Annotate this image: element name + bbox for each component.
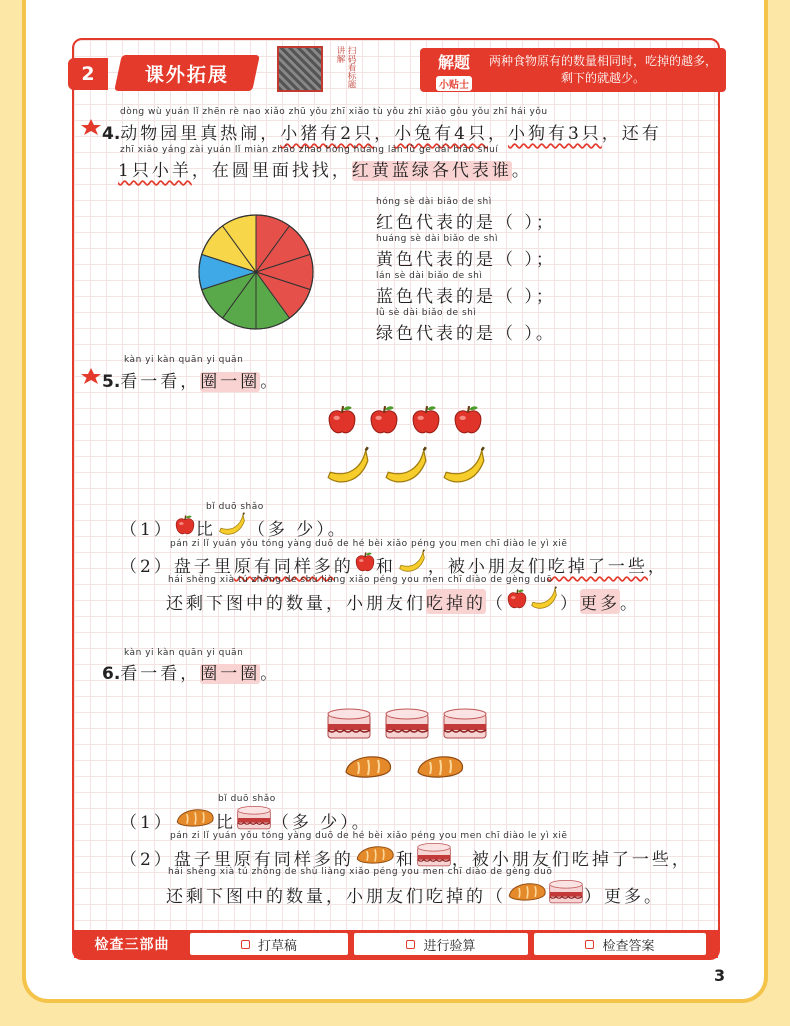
tip-text: 两种食物原有的数量相同时，吃掉的越多，剩下的就越少。 bbox=[488, 54, 717, 85]
q6-line bbox=[102, 659, 280, 684]
banana-icon bbox=[440, 446, 488, 488]
qr-caption: 扫码看标题讲解 bbox=[335, 46, 356, 89]
check-step-label: 检查答案 bbox=[602, 938, 655, 954]
q4-line1 bbox=[102, 119, 662, 144]
banana-choice-icon[interactable] bbox=[528, 586, 560, 617]
bread-icon bbox=[174, 807, 216, 834]
page-number: 3 bbox=[714, 966, 726, 985]
checkbox-icon[interactable] bbox=[241, 940, 250, 949]
apple-icon bbox=[354, 551, 376, 578]
q5-highlight: 圈一圈 bbox=[200, 372, 261, 392]
check-steps-bar bbox=[74, 930, 718, 958]
difficulty-star-icon bbox=[80, 367, 102, 385]
q6-sub3 bbox=[166, 878, 664, 911]
color-pie-chart bbox=[193, 213, 319, 331]
section-number: 2 bbox=[68, 58, 108, 90]
q6-text: 看一看， bbox=[120, 664, 201, 684]
q4-dogs: 小狗有3只 bbox=[507, 124, 602, 144]
check-steps-title: 检查三部曲 bbox=[94, 937, 170, 953]
apple-icon bbox=[368, 404, 400, 436]
apple-icon bbox=[174, 514, 196, 541]
checkbox-icon[interactable] bbox=[585, 940, 594, 949]
q5-sub3-pinyin: hái shèng xià tú zhōng de shù liàng xiǎo péng you men chī diào de gèng duō bbox=[168, 575, 553, 585]
q4-text: ，在圆里面找找， bbox=[191, 161, 352, 181]
q5-number: 5. bbox=[102, 372, 121, 392]
q5-sub3-text: 。 bbox=[620, 594, 640, 614]
q6-period: 。 bbox=[260, 664, 281, 684]
q5-sub2-label: （2） bbox=[120, 557, 174, 577]
q5-sub1-pinyin: bǐ duō shǎo bbox=[206, 502, 264, 512]
apple-icon bbox=[452, 404, 484, 436]
legend-pinyin: lán sè dài biǎo de shì bbox=[376, 271, 483, 281]
cake-icon bbox=[384, 706, 430, 742]
q4-comma: ， bbox=[374, 124, 395, 144]
legend-pinyin: hóng sè dài biǎo de shì bbox=[376, 197, 492, 207]
q5-sub2-wavy: 吃掉了一些 bbox=[547, 557, 648, 577]
legend-pinyin: huáng sè dài biǎo de shì bbox=[376, 234, 498, 244]
q5-sub3-text: 还剩下图中的数量，小朋友们 bbox=[166, 594, 426, 614]
q4-pigs: 小猪有2只 bbox=[280, 124, 375, 144]
section-title bbox=[114, 55, 260, 91]
q6-sub3-text: 还剩下图中的数量，小朋友们吃掉的（ bbox=[166, 887, 506, 907]
q6-sub3-pinyin: hái shèng xià tú zhōng de shù liàng xiǎo péng you men chī diào de gèng duō bbox=[168, 867, 553, 877]
q5-sub1-choices: （多 少）。 bbox=[247, 520, 348, 540]
q5-sub2-text: 的 bbox=[333, 557, 354, 577]
legend-line[interactable]: 蓝色代表的是（ ）； bbox=[376, 287, 556, 307]
q5-sub2-text: ，被小朋友们 bbox=[427, 557, 548, 577]
apple-icon bbox=[326, 404, 358, 436]
legend-pinyin: lǜ sè dài biǎo de shì bbox=[376, 308, 477, 318]
difficulty-star-icon bbox=[80, 118, 102, 136]
section-title-text: 课外拓展 bbox=[144, 63, 229, 86]
bread-icon bbox=[342, 754, 394, 780]
q4-highlight: 红黄蓝绿各代表谁 bbox=[351, 161, 512, 181]
q4-pinyin-line2: zhī xiǎo yáng zài yuán lǐ miàn zhǎo zhao hóng huáng lán lǜ gè dài biǎo shuí bbox=[120, 145, 499, 155]
q5-period: 。 bbox=[260, 372, 281, 392]
q6-highlight: 圈一圈 bbox=[200, 664, 261, 684]
q5-sub3-text: ） bbox=[560, 594, 580, 614]
q6-sub1-label: （1） bbox=[120, 813, 174, 833]
solution-tip-box bbox=[420, 48, 726, 92]
q6-pinyin: kàn yi kàn quān yi quān bbox=[124, 648, 244, 658]
q4-pinyin-line1: dòng wù yuán lǐ zhēn rè nao xiǎo zhū yǒu zhī xiǎo tù yǒu zhī xiǎo gǒu yǒu zhī hái yǒu bbox=[120, 107, 548, 117]
q6-sub2-text: 盘子里原有同样多的 bbox=[173, 850, 354, 870]
q4-rabbits: 小兔有4只 bbox=[394, 124, 488, 144]
q5-sub2-text: ， bbox=[647, 557, 668, 577]
legend-line[interactable]: 黄色代表的是（ ）； bbox=[376, 250, 556, 270]
q4-comma: ， bbox=[487, 124, 508, 144]
q5-sub3 bbox=[166, 586, 640, 617]
q5-sub3-highlight: 更多 bbox=[580, 589, 620, 614]
q4-period: 。 bbox=[511, 161, 532, 181]
q5-pinyin: kàn yi kàn quān yi quān bbox=[124, 355, 244, 365]
q5-sub3-text: （ bbox=[486, 594, 506, 614]
apple-choice-icon[interactable] bbox=[506, 588, 528, 615]
check-step-draft[interactable] bbox=[190, 933, 348, 955]
check-step-label: 打草稿 bbox=[257, 938, 297, 954]
q6-sub2-pinyin: pán zi lǐ yuán yǒu tóng yàng duō de hé bèi xiǎo péng you men chī diào le yì xiē bbox=[170, 831, 568, 841]
bread-row bbox=[342, 754, 466, 780]
q5-sub2-wavy: 原有同样多 bbox=[233, 557, 334, 577]
q6-sub2-label: （2） bbox=[120, 850, 174, 870]
q5-sub1-label: （1） bbox=[120, 520, 174, 540]
banana-row bbox=[324, 446, 488, 488]
apple-row bbox=[326, 404, 484, 436]
q5-sub2-pinyin: pán zi lǐ yuán yǒu tóng yàng duō de hé bèi xiǎo péng you men chī diào le yì xiē bbox=[170, 539, 568, 549]
q4-text: ，还有 bbox=[601, 124, 662, 144]
q6-sub1-pinyin: bǐ duō shǎo bbox=[218, 794, 276, 804]
apple-icon bbox=[410, 404, 442, 436]
q6-sub2-he: 和 bbox=[395, 850, 416, 870]
q5-sub1-bi: 比 bbox=[195, 520, 216, 540]
legend-line[interactable]: 绿色代表的是（ ）。 bbox=[376, 324, 556, 344]
q4-sheep: 1只小羊 bbox=[118, 161, 192, 181]
q6-number: 6. bbox=[102, 664, 121, 684]
cake-icon bbox=[442, 706, 488, 742]
q5-text: 看一看， bbox=[120, 372, 201, 392]
qr-code-icon[interactable] bbox=[277, 46, 323, 92]
legend-line[interactable]: 红色代表的是（ ）； bbox=[376, 213, 556, 233]
bread-icon bbox=[414, 754, 466, 780]
banana-icon bbox=[382, 446, 430, 488]
cake-icon bbox=[326, 706, 372, 742]
q5-sub2-he: 和 bbox=[375, 557, 396, 577]
q4-line2 bbox=[118, 156, 532, 181]
q4-number: 4. bbox=[102, 124, 121, 144]
cake-choice-icon[interactable] bbox=[548, 878, 584, 911]
q6-sub1-bi: 比 bbox=[215, 813, 236, 833]
checkbox-icon[interactable] bbox=[406, 940, 415, 949]
banana-icon bbox=[324, 446, 372, 488]
bread-choice-icon[interactable] bbox=[506, 881, 548, 908]
tip-label bbox=[426, 50, 482, 92]
cake-row bbox=[326, 706, 488, 742]
q5-sub3-highlight: 吃掉的 bbox=[426, 589, 486, 614]
check-step-label: 进行验算 bbox=[423, 938, 476, 954]
q5-sub2-text: 盘子里 bbox=[173, 557, 234, 577]
check-step-answer[interactable] bbox=[534, 933, 706, 955]
q6-sub2-text: ，被小朋友们吃掉了一些， bbox=[451, 850, 692, 870]
q6-sub1-choices: （多 少）。 bbox=[271, 813, 372, 833]
q6-sub3-text: ）更多。 bbox=[584, 887, 664, 907]
q5-line bbox=[102, 367, 280, 392]
tip-title: 解题 bbox=[437, 53, 470, 72]
q4-text: 动物园里真热闹， bbox=[120, 124, 281, 144]
tip-subtitle: 小贴士 bbox=[436, 76, 472, 91]
check-step-verify[interactable] bbox=[354, 933, 528, 955]
